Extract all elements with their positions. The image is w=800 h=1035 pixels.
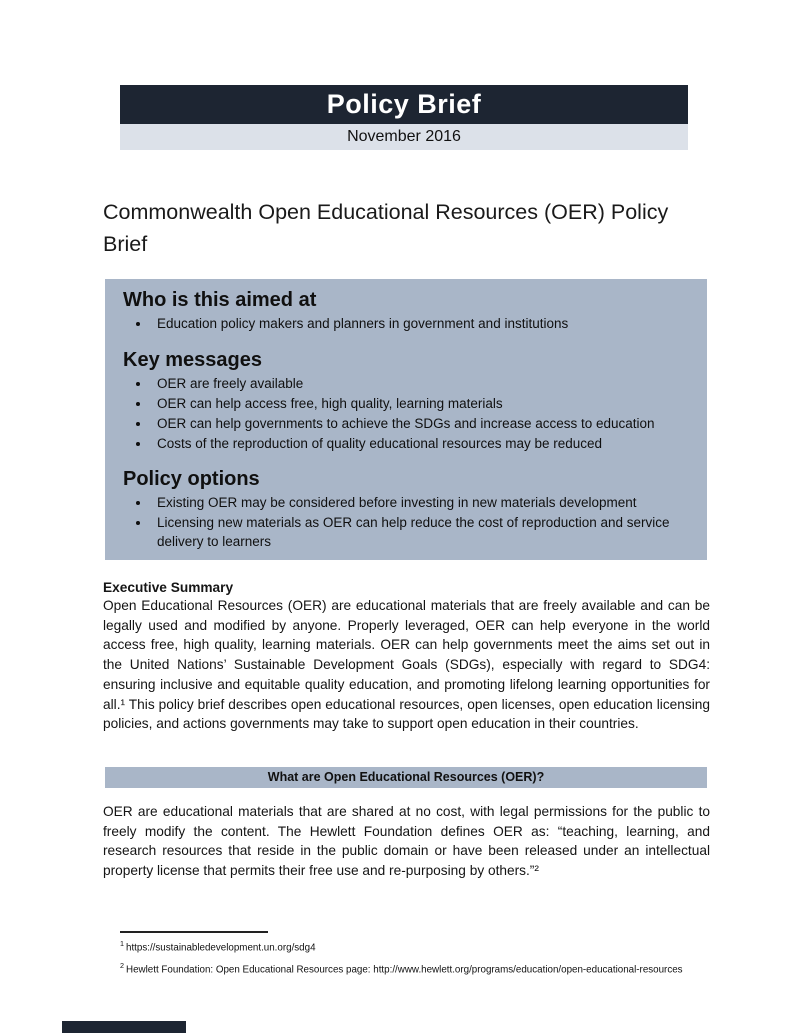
- summary-panel: [105, 279, 707, 560]
- footnote-2: [120, 962, 710, 976]
- what-are-oer-block: [103, 802, 710, 881]
- footnote-1-text: https://sustainabledevelopment.un.org/sdg4: [126, 942, 316, 954]
- bullet-item: • OER can help access free, high quality, learning materials: [151, 395, 689, 414]
- bullet-item: • OER can help governments to achieve the SDGs and increase access to education: [151, 415, 689, 434]
- footnote-2-marker: 2: [120, 961, 124, 970]
- panel-section-audience: [123, 289, 689, 334]
- footnote-1: [120, 940, 710, 954]
- bullet-item: • Education policy makers and planners in government and institutions: [151, 315, 689, 334]
- bullet-item: • Existing OER may be considered before investing in new materials development: [151, 494, 689, 513]
- section-header-what-are-oer: What are Open Educational Resources (OER)?: [105, 767, 707, 788]
- footnote-separator: [120, 931, 268, 933]
- bullet-item: • OER are freely available: [151, 375, 689, 394]
- panel-section-policy-options: [123, 468, 689, 552]
- footnote-1-marker: 1: [120, 939, 124, 948]
- bullet-item: • Costs of the reproduction of quality educational resources may be reduced: [151, 435, 689, 454]
- executive-summary-heading: Executive Summary: [103, 580, 234, 595]
- document-title: Commonwealth Open Educational Resources (OER) Policy Brief: [103, 200, 669, 257]
- panel-heading-policy-options: Policy options: [123, 468, 260, 491]
- date-banner: November 2016: [120, 124, 688, 150]
- executive-summary-block: [103, 580, 710, 734]
- footer-bar: [62, 1021, 186, 1033]
- what-are-oer-text: OER are educational materials that are shared at no cost, with legal permissions for the public to freely modify the content. The Hewlett Foundation defines OER as: “teaching, learning, and research resources that reside in the public domain or have been released under an intellectual property license that permits their free use and re-purposing by others.”²: [103, 804, 710, 879]
- audience-bullet-list: [123, 315, 689, 334]
- panel-heading-key-messages: Key messages: [123, 348, 262, 371]
- panel-heading-audience: Who is this aimed at: [123, 289, 317, 311]
- footnote-2-text: Hewlett Foundation: Open Educational Resources page: http://www.hewlett.org/programs/education/open-educational-resources: [126, 964, 683, 976]
- policy-brief-banner: Policy Brief: [120, 85, 688, 124]
- panel-section-key-messages: [123, 349, 689, 454]
- bullet-item: • Licensing new materials as OER can help reduce the cost of reproduction and service delivery to learners: [151, 514, 689, 552]
- executive-summary-text: Open Educational Resources (OER) are educational materials that are freely available and can be legally used and modified by anyone. Properly leveraged, OER can help everyone in the world access free, high quality, learning materials. OER can help governments meet the aims set out in the United Nations’ Sustainable Development Goals (SDGs), especially with regard to SDG4: ensuring inclusive and equitable quality education, and promoting lifelong learning opportunities for all.¹ This policy brief describes open educational resources, open licenses, open education licensing policies, and actions governments may take to support open education in their countries.: [103, 598, 710, 732]
- key-messages-bullet-list: [123, 375, 689, 454]
- policy-options-bullet-list: [123, 494, 689, 552]
- masthead: [120, 85, 688, 150]
